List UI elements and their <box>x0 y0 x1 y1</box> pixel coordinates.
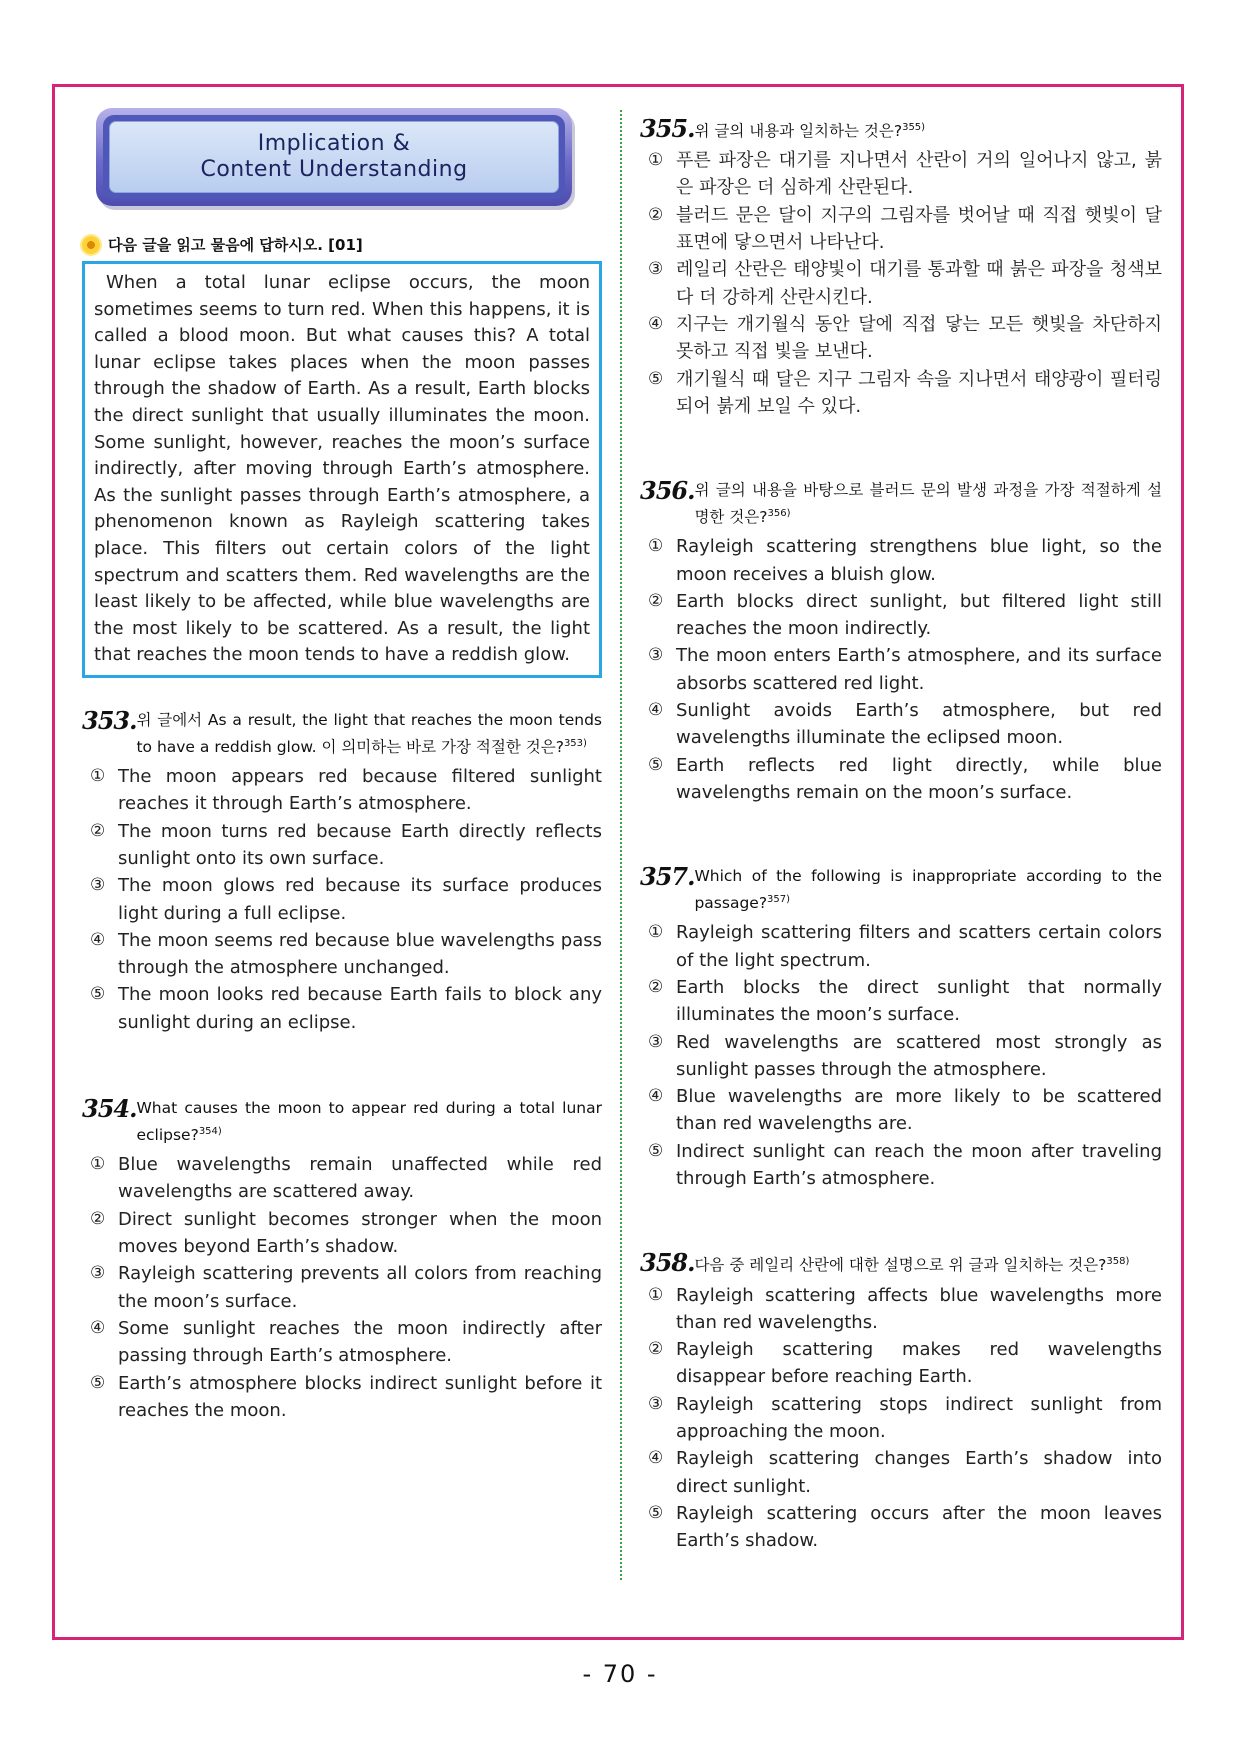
right-column <box>640 116 1162 1555</box>
footnote-ref: 354) <box>198 1126 222 1138</box>
question-prompt: 다음 중 레일리 산란에 대한 설명으로 위 글과 일치하는 것은?$^{358)}$ <box>694 1256 1130 1275</box>
answer-choice[interactable] <box>640 1083 1162 1138</box>
question-357 <box>640 864 1162 1192</box>
choice-number: ⑤ <box>90 1372 106 1393</box>
reading-passage <box>82 261 602 678</box>
answer-choice[interactable] <box>82 872 602 927</box>
choice-list <box>640 147 1162 420</box>
question-number: 355. <box>640 114 695 143</box>
choice-number: ③ <box>648 1031 664 1052</box>
choice-text: Blue wavelengths are more likely to be scattered than red wavelengths are. <box>676 1086 1162 1135</box>
choice-number: ② <box>90 820 106 841</box>
choice-list <box>640 919 1162 1192</box>
choice-number: ④ <box>648 313 664 334</box>
choice-text: Rayleigh scattering affects blue wavelengths more than red wavelengths. <box>676 1284 1162 1333</box>
answer-choice[interactable] <box>640 919 1162 974</box>
choice-list <box>82 1151 602 1424</box>
choice-list <box>640 533 1162 806</box>
answer-choice[interactable] <box>640 588 1162 643</box>
choice-text: Indirect sunlight can reach the moon after traveling through Earth’s atmosphere. <box>676 1140 1162 1190</box>
footnote-ref: 358) <box>1106 1256 1130 1268</box>
question-prompt: 위 글에서 As a result, the light that reaches the moon tends to have a reddish glow. 이 의미하는 바로 가장 적절한 것은?$^{353)}$ <box>136 710 602 757</box>
choice-number: ① <box>648 536 664 557</box>
choice-text: Rayleigh scattering filters and scatters certain colors of the light spectrum. <box>676 922 1162 971</box>
question-number: 353. <box>82 705 137 735</box>
choice-text: 푸른 파장은 대기를 지나면서 산란이 거의 일어나지 않고, 붉은 파장은 더 심하게 산란된다. <box>676 150 1162 199</box>
left-column <box>82 108 602 1424</box>
answer-choice[interactable] <box>82 1370 602 1425</box>
passage-text: When a total lunar eclipse occurs, the moon sometimes seems to turn red. When this happens, it is called a blood moon. But what causes this? A total lunar eclipse takes places when the moon passes through the shadow of Earth. As a result, Earth blocks the direct sunlight that usually illuminates the moon. Some sunlight, however, reaches the moon’s surface indirectly, after moving through Earth’s atmosphere. As the sunlight passes through Earth’s atmosphere, a phenomenon known as Rayleigh scattering takes place. This filters out certain colors of the light spectrum and scatters them. Red wavelengths are the least likely to be affected, while blue wavelengths are the most likely to be scattered. As a result, the light that reaches the moon tends to have a reddish glow. <box>94 272 590 666</box>
answer-choice[interactable] <box>640 974 1162 1029</box>
choice-list <box>82 763 602 1036</box>
question-354 <box>82 1096 602 1424</box>
choice-number: ① <box>90 766 106 787</box>
choice-text: Earth reflects red light directly, while blue wavelengths remain on the moon’s surface. <box>676 754 1162 803</box>
answer-choice[interactable] <box>82 1315 602 1370</box>
answer-choice[interactable] <box>640 1336 1162 1391</box>
choice-text: The moon seems red because blue wavelengths pass through the atmosphere unchanged. <box>118 929 602 979</box>
question-prompt: Which of the following is inappropriate according to the passage?$^{357)}$ <box>694 867 1162 913</box>
choice-text: Direct sunlight becomes stronger when the moon moves beyond Earth’s shadow. <box>118 1208 602 1258</box>
choice-text: Blue wavelengths remain unaffected while red wavelengths are scattered away. <box>118 1154 602 1203</box>
choice-text: Rayleigh scattering occurs after the moon leaves Earth’s shadow. <box>676 1502 1162 1552</box>
choice-number: ① <box>648 922 664 943</box>
answer-choice[interactable] <box>640 1500 1162 1555</box>
answer-choice[interactable] <box>82 763 602 818</box>
choice-number: ⑤ <box>648 368 664 389</box>
choice-number: ④ <box>90 929 106 950</box>
answer-choice[interactable] <box>640 752 1162 807</box>
question-number: 358. <box>640 1248 695 1278</box>
footnote-ref: 357) <box>767 894 791 906</box>
answer-choice[interactable] <box>640 533 1162 588</box>
choice-number: ① <box>90 1154 106 1175</box>
choice-number: ③ <box>648 259 664 280</box>
choice-text: Rayleigh scattering stops indirect sunlight from approaching the moon. <box>676 1393 1162 1443</box>
question-355 <box>640 116 1162 420</box>
answer-choice[interactable] <box>640 256 1162 311</box>
answer-choice[interactable] <box>640 147 1162 202</box>
answer-choice[interactable] <box>640 202 1162 257</box>
choice-number: ② <box>648 977 664 997</box>
question-number: 357. <box>640 862 695 892</box>
column-divider <box>620 110 622 1580</box>
question-353 <box>82 705 602 1036</box>
choice-number: ③ <box>90 875 106 896</box>
instruction-text: 다음 글을 읽고 물음에 답하시오. [01] <box>108 236 363 254</box>
answer-choice[interactable] <box>82 1151 602 1206</box>
choice-number: ③ <box>648 645 664 666</box>
choice-number: ④ <box>648 700 664 721</box>
choice-number: ① <box>648 1284 664 1305</box>
answer-choice[interactable] <box>82 1260 602 1315</box>
footnote-ref: 353) <box>563 737 587 749</box>
question-number: 354. <box>82 1094 137 1124</box>
answer-choice[interactable] <box>82 927 602 982</box>
choice-number: ② <box>90 1208 106 1229</box>
answer-choice[interactable] <box>640 1282 1162 1337</box>
answer-choice[interactable] <box>640 642 1162 697</box>
choice-text: 지구는 개기월식 동안 달에 직접 닿는 모든 햇빛을 차단하지 못하고 직접 빛을 보낸다. <box>676 313 1162 363</box>
choice-text: Earth’s atmosphere blocks indirect sunlight before it reaches the moon. <box>118 1372 602 1421</box>
choice-number: ② <box>648 204 664 225</box>
answer-choice[interactable] <box>640 1138 1162 1193</box>
choice-list <box>640 1282 1162 1555</box>
question-prompt: 위 글의 내용과 일치하는 것은?$^{355)}$ <box>694 122 926 141</box>
choice-text: Rayleigh scattering strengthens blue light, so the moon receives a bluish glow. <box>676 536 1162 585</box>
choice-number: ⑤ <box>90 984 106 1005</box>
section-banner <box>96 108 572 206</box>
question-prompt: 위 글의 내용을 바탕으로 블러드 문의 발생 과정을 가장 적절하게 설명한 것은?$^{356)}$ <box>694 481 1162 527</box>
banner-title-line1: Implication & <box>257 131 411 156</box>
answer-choice[interactable] <box>82 981 602 1036</box>
choice-text: Rayleigh scattering makes red wavelengths disappear before reaching Earth. <box>676 1339 1162 1388</box>
choice-text: The moon turns red because Earth directly reflects sunlight onto its own surface. <box>118 820 602 869</box>
question-358 <box>640 1250 1162 1554</box>
choice-text: Earth blocks the direct sunlight that normally illuminates the moon’s surface. <box>676 977 1162 1026</box>
answer-choice[interactable] <box>82 1206 602 1261</box>
choice-text: The moon enters Earth’s atmosphere, and its surface absorbs scattered red light. <box>676 645 1162 694</box>
answer-choice[interactable] <box>640 1391 1162 1446</box>
answer-choice[interactable] <box>640 697 1162 752</box>
footnote-ref: 355) <box>902 122 926 133</box>
page-number: - 70 - <box>582 1660 658 1688</box>
choice-number: ③ <box>648 1393 664 1414</box>
choice-number: ② <box>648 1339 664 1360</box>
choice-number: ① <box>648 150 664 171</box>
answer-choice[interactable] <box>82 818 602 873</box>
choice-number: ④ <box>648 1448 664 1469</box>
choice-number: ④ <box>90 1317 106 1338</box>
choice-text: The moon appears red because filtered sunlight reaches it through Earth’s atmosphere. <box>118 766 602 815</box>
question-356 <box>640 478 1162 806</box>
choice-text: Rayleigh scattering prevents all colors from reaching the moon’s surface. <box>118 1263 602 1312</box>
question-prompt: What causes the moon to appear red during a total lunar eclipse?$^{354)}$ <box>136 1099 602 1145</box>
choice-number: ⑤ <box>648 1502 664 1523</box>
choice-number: ② <box>648 590 664 611</box>
footnote-ref: 356) <box>767 508 791 520</box>
choice-text: 개기월식 때 달은 지구 그림자 속을 지나면서 태양광이 필터링되어 붉게 보일 수 있다. <box>676 368 1162 417</box>
question-number: 356. <box>640 476 695 506</box>
answer-choice[interactable] <box>640 311 1162 366</box>
flower-icon <box>82 236 100 254</box>
choice-number: ③ <box>90 1263 106 1284</box>
choice-number: ④ <box>648 1086 664 1107</box>
instruction <box>82 234 602 255</box>
choice-number: ⑤ <box>648 1140 664 1161</box>
answer-choice[interactable] <box>640 1445 1162 1500</box>
choice-text: The moon glows red because its surface produces light during a full eclipse. <box>118 875 602 924</box>
choice-text: 레일리 산란은 태양빛이 대기를 통과할 때 붉은 파장을 청색보다 더 강하게 산란시킨다. <box>676 259 1162 308</box>
choice-number: ⑤ <box>648 754 664 775</box>
answer-choice[interactable] <box>640 366 1162 421</box>
banner-title-line2: Content Understanding <box>200 157 468 182</box>
choice-text: The moon looks red because Earth fails to block any sunlight during an eclipse. <box>118 984 602 1033</box>
choice-text: Earth blocks direct sunlight, but filtered light still reaches the moon indirectly. <box>676 590 1162 640</box>
choice-text: 블러드 문은 달이 지구의 그림자를 벗어날 때 직접 햇빛이 달 표면에 닿으면서 나타난다. <box>676 204 1162 254</box>
choice-text: Sunlight avoids Earth’s atmosphere, but red wavelengths illuminate the eclipsed moon. <box>676 700 1162 749</box>
choice-text: Rayleigh scattering changes Earth’s shadow into direct sunlight. <box>676 1448 1162 1497</box>
choice-text: Some sunlight reaches the moon indirectly after passing through Earth’s atmosphere. <box>118 1317 602 1367</box>
choice-text: Red wavelengths are scattered most strongly as sunlight passes through the atmosphere. <box>676 1031 1162 1080</box>
answer-choice[interactable] <box>640 1029 1162 1084</box>
